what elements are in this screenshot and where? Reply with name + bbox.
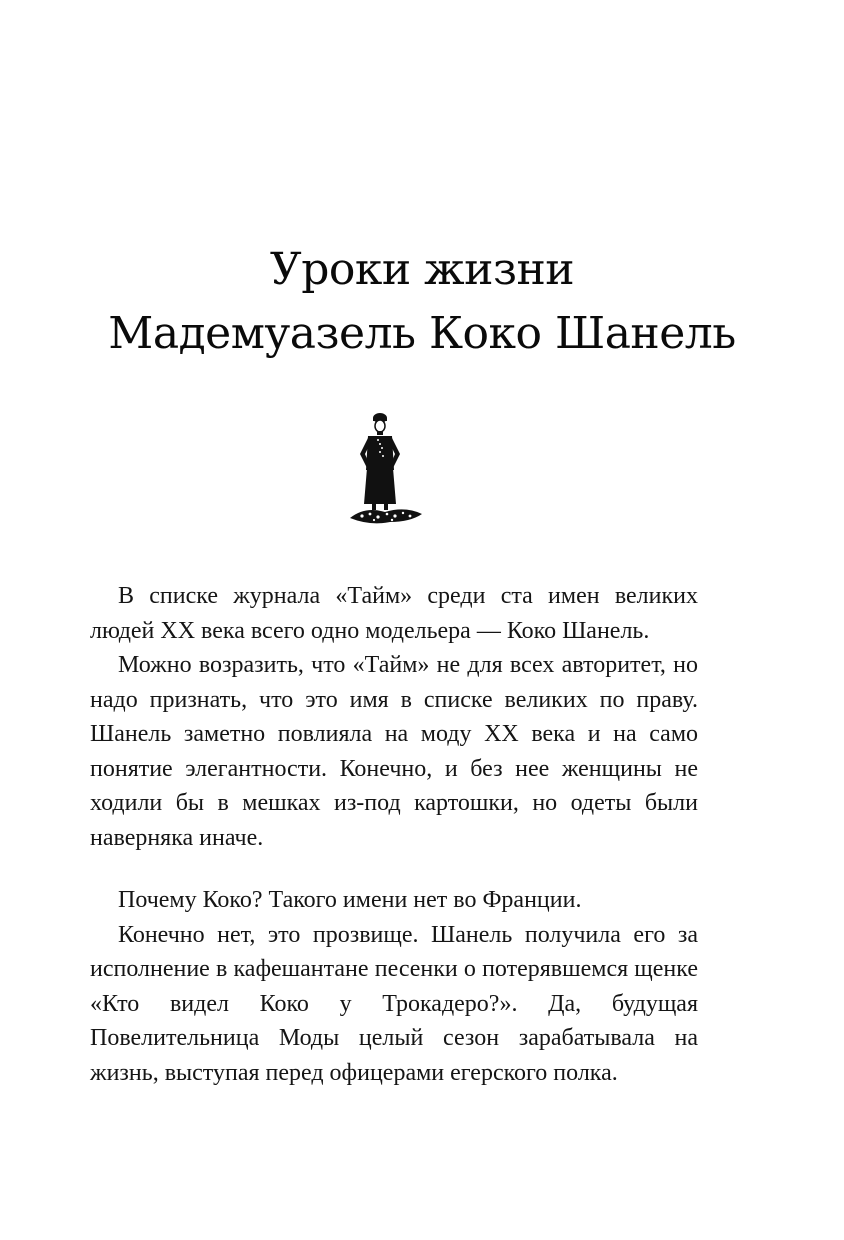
coco-chanel-figure-icon — [340, 410, 430, 535]
paragraph: Конечно нет, это прозвище. Шанель получила его за исполнение в кафешантане песенки о потерявшемся щенке «Кто видел Коко у Трокадеро?». Да, будущая Повелительница Моды целый сезон зарабатывала на жизнь, выступая перед офицерами егерского полка. — [90, 921, 698, 1086]
paragraph: В списке журнала «Тайм» среди ста имен великих людей XX века всего одно модельера — Коко Шанель. — [90, 583, 698, 644]
paragraph: Можно возразить, что «Тайм» не для всех авторитет, но надо признать, что это имя в списке великих по праву. Шанель заметно повлияла на моду XX века и на само понятие элегантности. Конечно, и без нее женщины не ходили бы в мешках из-под картошки, но одеты были наверняка иначе. — [90, 652, 698, 851]
page-title-line-2: Мадемуазель Коко Шанель — [108, 308, 736, 359]
paragraph: Почему Коко? Такого имени нет во Франции. — [118, 887, 582, 913]
page-title-line-1: Уроки жизни — [269, 244, 575, 295]
body-text-section-2 — [90, 883, 698, 1090]
body-text-section-1 — [90, 579, 698, 855]
